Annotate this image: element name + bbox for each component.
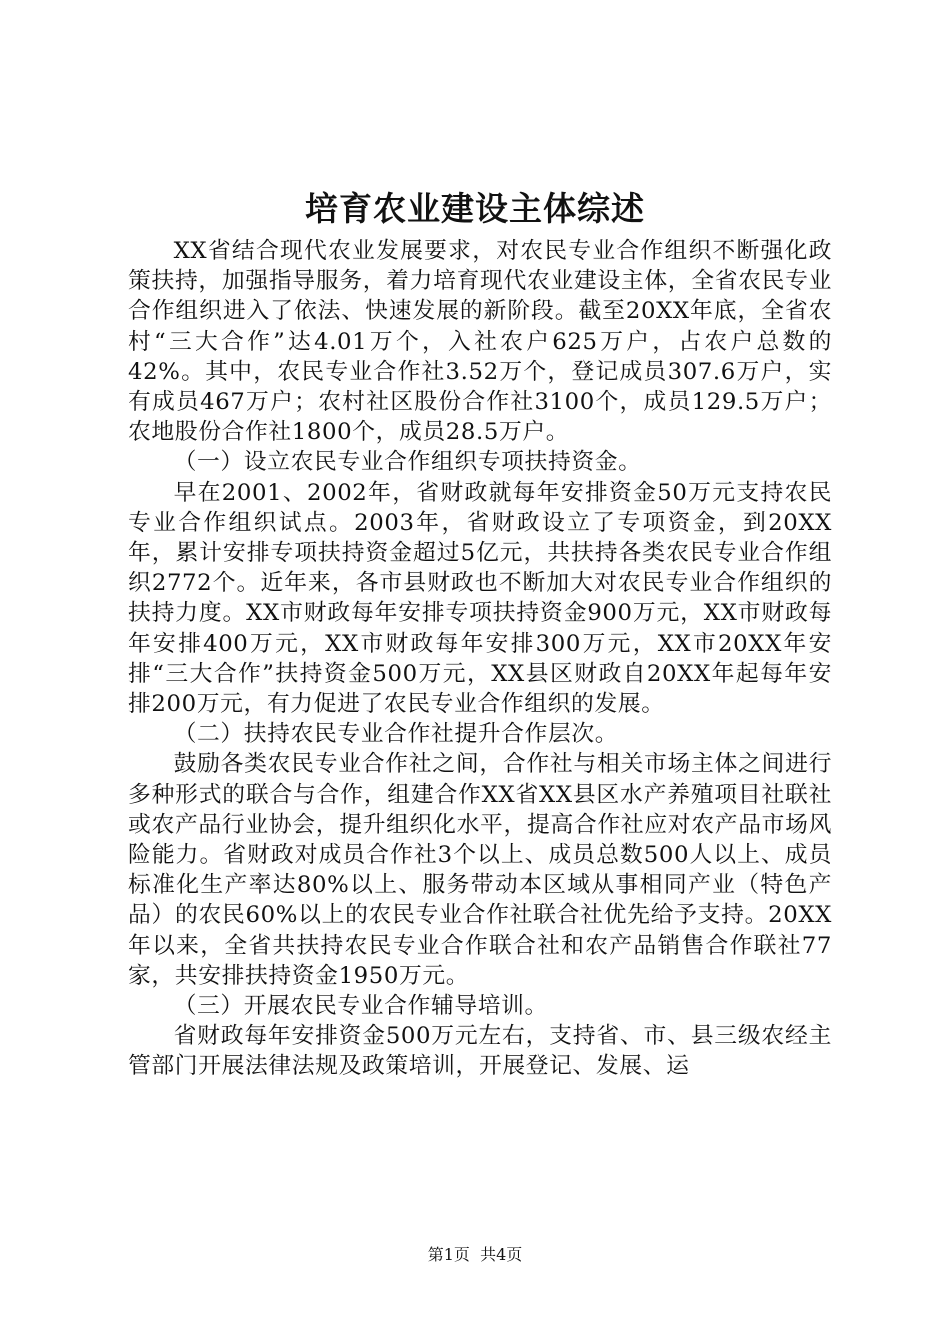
paragraph-cooperation: 鼓励各类农民专业合作社之间，合作社与相关市场主体之间进行多种形式的联合与合作，组建合作XX省XX县区水产养殖项目社联社或农产品行业协会，提升组织化水平，提高合作社应对农产品市场风险能力。省财政对成员合作社3个以上、成员总数500人以上、成员标准化生产率达80%以上、服务带动本区域从事相同产业（特色产品）的农民60%以上的农民专业合作社联合社优先给予支持。20XX年以来，全省共扶持农民专业合作联合社和农产品销售合作联社77家，共安排扶持资金1950万元。 xyxy=(128,751,832,989)
section-heading-3: （三）开展农民专业合作辅导培训。 xyxy=(173,993,548,1020)
document-title: 培育农业建设主体综述 xyxy=(305,189,645,228)
section-heading-2: （二）扶持农民专业合作社提升合作层次。 xyxy=(173,721,619,748)
footer-spacer xyxy=(470,1245,480,1264)
section-heading-1: （一）设立农民专业合作组织专项扶持资金。 xyxy=(173,449,642,476)
paragraph-intro: XX省结合现代农业发展要求，对农民专业合作组织不断强化政策扶持，加强指导服务，着力培育现代农业建设主体，全省农民专业合作组织进入了依法、快速发展的新阶段。截至20XX年底，全省农村“三大合作”达4.01万个，入社农户625万户，占农户总数的42%。其中，农民专业合作社3.52万个，登记成员307.6万户，实有成员467万户；农村社区股份合作社3100个，成员129.5万户；农地股份合作社1800个，成员28.5万户。 xyxy=(128,238,832,446)
paragraph-training: 省财政每年安排资金500万元左右，支持省、市、县三级农经主管部门开展法律法规及政策培训，开展登记、发展、运 xyxy=(128,1023,832,1080)
paragraph-funding: 早在2001、2002年，省财政就每年安排资金50万元支持农民专业合作组织试点。2003年，省财政设立了专项资金，到20XX年，累计安排专项扶持资金超过5亿元，共扶持各类农民专业合作组织2772个。近年来，各市县财政也不断加大对农民专业合作组织的扶持力度。XX市财政每年安排专项扶持资金900万元，XX市财政每年安排400万元，XX市财政每年安排300万元，XX市20XX年安排“三大合作”扶持资金500万元，XX县区财政自20XX年起每年安排200万元，有力促进了农民专业合作组织的发展。 xyxy=(128,479,832,718)
page-footer xyxy=(0,1243,950,1267)
page-number: 第1页 xyxy=(427,1245,470,1264)
document-body xyxy=(128,236,832,1082)
page-total: 共4页 xyxy=(480,1245,523,1264)
